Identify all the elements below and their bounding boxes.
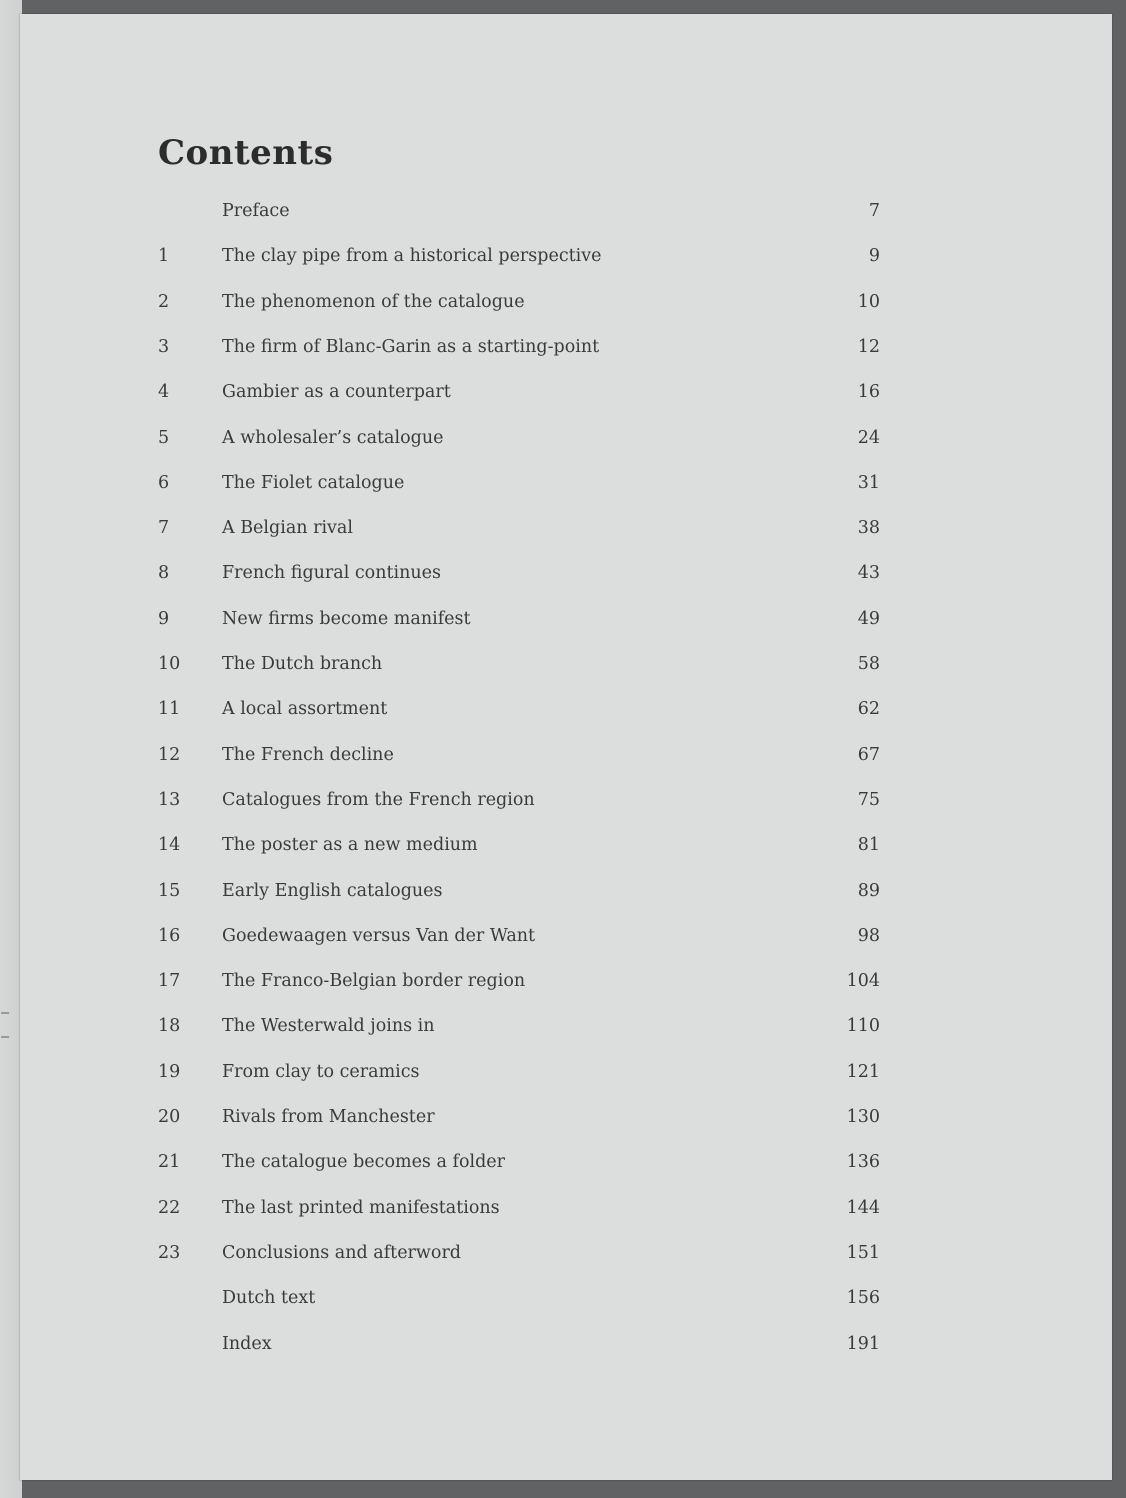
chapter-number: 16: [158, 925, 181, 946]
page-number: 75: [857, 789, 880, 810]
toc-entry: [20, 787, 1112, 813]
toc-entry: [20, 1285, 1112, 1311]
chapter-title: The last printed manifestations: [222, 1197, 500, 1218]
chapter-title: From clay to ceramics: [222, 1061, 420, 1082]
chapter-number: 14: [158, 835, 181, 856]
chapter-number: 7: [158, 518, 170, 539]
chapter-number: 19: [158, 1061, 181, 1082]
chapter-title: Gambier as a counterpart: [222, 382, 451, 403]
chapter-title: French figural continues: [222, 563, 441, 584]
toc-entry: [20, 832, 1112, 858]
table-of-contents: [20, 14, 1112, 1480]
edge-mark: [1, 1012, 9, 1014]
toc-entry: [20, 470, 1112, 496]
toc-entry: [20, 878, 1112, 904]
chapter-title: The firm of Blanc-Garin as a starting-point: [222, 336, 600, 357]
toc-entry: [20, 334, 1112, 360]
chapter-number: 13: [158, 789, 181, 810]
chapter-title: A Belgian rival: [222, 518, 353, 539]
chapter-title: The Fiolet catalogue: [222, 472, 405, 493]
chapter-title: The French decline: [222, 744, 394, 765]
edge-mark: [1, 1036, 9, 1038]
page-number: 98: [857, 925, 880, 946]
page-number: 130: [846, 1107, 880, 1127]
page-number: 49: [857, 608, 880, 629]
page-title: Contents: [158, 133, 334, 173]
chapter-title: Early English catalogues: [222, 880, 443, 901]
toc-entry: [20, 379, 1112, 405]
page-number: 81: [857, 835, 880, 856]
contents-page: [20, 14, 1112, 1480]
page-number: 156: [846, 1288, 880, 1309]
facing-page-edge: [0, 0, 22, 1498]
chapter-number: 18: [158, 1016, 181, 1037]
page-number: 151: [846, 1242, 880, 1263]
chapter-title: Catalogues from the French region: [222, 789, 535, 810]
chapter-number: 3: [158, 336, 170, 357]
page-number: 31: [857, 472, 880, 493]
toc-entry: [20, 289, 1112, 315]
page-number: 121: [846, 1061, 880, 1082]
toc-entry: [20, 515, 1112, 541]
toc-entry: [20, 1104, 1112, 1130]
page-number: 43: [857, 563, 880, 584]
page-number: 9: [868, 246, 880, 267]
page-number: 67: [857, 744, 880, 765]
chapter-number: 1: [158, 246, 170, 267]
chapter-number: 22: [158, 1197, 181, 1218]
chapter-title: The Franco-Belgian border region: [222, 971, 526, 992]
page-number: 12: [857, 336, 880, 357]
chapter-number: 2: [158, 291, 170, 312]
chapter-number: 10: [158, 654, 181, 674]
toc-entry: [20, 651, 1112, 677]
chapter-number: 23: [158, 1242, 181, 1263]
chapter-number: 17: [158, 971, 181, 992]
chapter-title: The Westerwald joins in: [222, 1016, 435, 1037]
toc-entry: [20, 606, 1112, 632]
toc-entry: [20, 1059, 1112, 1085]
chapter-title: A local assortment: [222, 699, 388, 720]
page-number: 191: [846, 1333, 880, 1354]
toc-entry: [20, 425, 1112, 451]
chapter-number: 21: [158, 1152, 181, 1173]
chapter-number: 5: [158, 427, 170, 448]
page-number: 104: [846, 971, 880, 992]
toc-entry: [20, 923, 1112, 949]
toc-entry: [20, 1013, 1112, 1039]
page-number: 136: [846, 1152, 880, 1173]
chapter-number: 4: [158, 382, 170, 403]
toc-entry: [20, 742, 1112, 768]
toc-entry: [20, 243, 1112, 269]
chapter-title: The clay pipe from a historical perspective: [222, 246, 602, 267]
chapter-number: 20: [158, 1107, 181, 1127]
chapter-number: 6: [158, 472, 170, 493]
chapter-number: 8: [158, 563, 170, 584]
page-number: 10: [857, 291, 880, 312]
chapter-title: The catalogue becomes a folder: [222, 1152, 506, 1173]
page-number: 24: [857, 427, 880, 448]
chapter-number: 11: [158, 699, 181, 720]
toc-entry: [20, 198, 1112, 224]
toc-entry: [20, 560, 1112, 586]
chapter-title: Dutch text: [222, 1288, 316, 1309]
toc-entry: [20, 1331, 1112, 1357]
page-number: 38: [857, 518, 880, 539]
page-number: 58: [857, 654, 880, 674]
chapter-title: A wholesaler’s catalogue: [222, 427, 444, 448]
chapter-title: Preface: [222, 201, 290, 221]
page-number: 7: [868, 201, 880, 221]
toc-entry: [20, 1240, 1112, 1266]
chapter-title: The Dutch branch: [222, 654, 383, 674]
chapter-number: 12: [158, 744, 181, 765]
toc-entry: [20, 1149, 1112, 1175]
page-number: 62: [857, 699, 880, 720]
page-number: 144: [846, 1197, 880, 1218]
chapter-title: The phenomenon of the catalogue: [222, 291, 525, 312]
chapter-title: Conclusions and afterword: [222, 1242, 462, 1263]
toc-entry: [20, 968, 1112, 994]
page-number: 110: [846, 1016, 880, 1037]
toc-entry: [20, 1195, 1112, 1221]
page-number: 89: [857, 880, 880, 901]
page-number: 16: [857, 382, 880, 403]
chapter-title: New firms become manifest: [222, 608, 471, 629]
chapter-number: 15: [158, 880, 181, 901]
chapter-title: Index: [222, 1333, 272, 1354]
toc-entry: [20, 696, 1112, 722]
chapter-title: Rivals from Manchester: [222, 1107, 435, 1127]
chapter-number: 9: [158, 608, 170, 629]
chapter-title: The poster as a new medium: [222, 835, 478, 856]
chapter-title: Goedewaagen versus Van der Want: [222, 925, 536, 946]
